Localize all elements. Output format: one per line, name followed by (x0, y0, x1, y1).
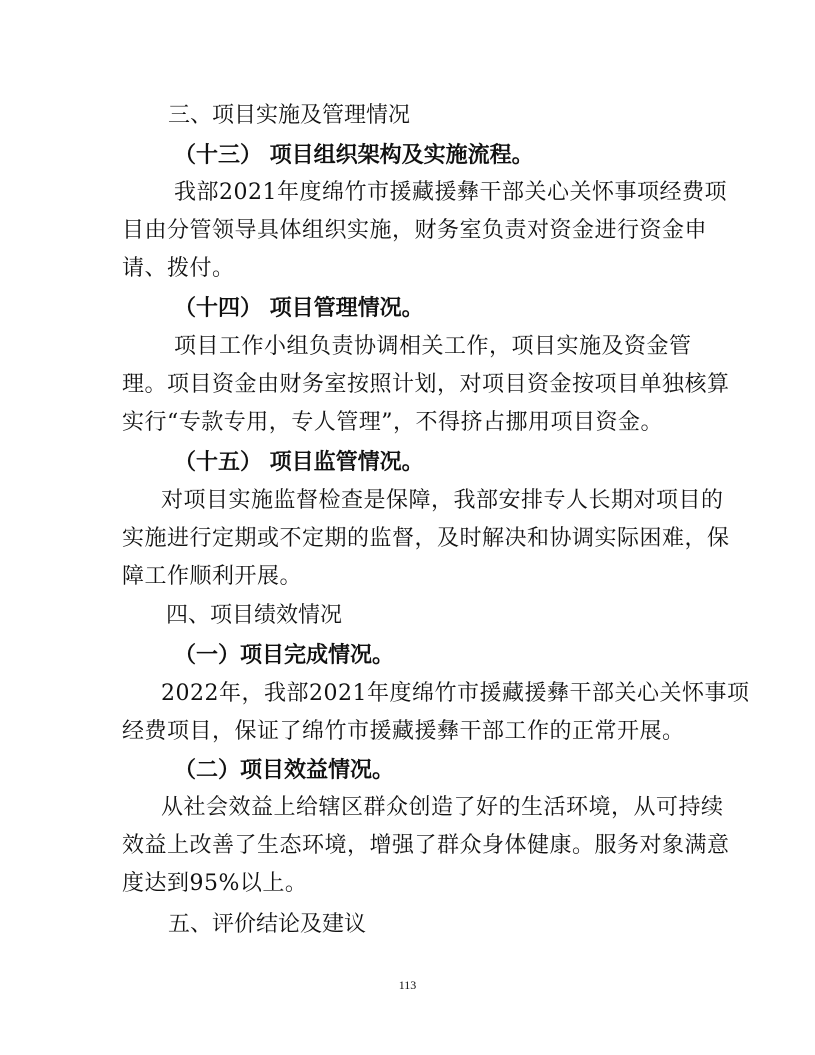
paragraph-line: 经费项目，保证了绵竹市援藏援彝干部工作的正常开展。 (122, 719, 685, 744)
paragraph-line: 我部2021年度绵竹市援藏援彝干部关心关怀事项经费项 (174, 180, 727, 205)
section-heading-5: 五、评价结论及建议 (168, 912, 367, 937)
subsection-title-1: （一）项目完成情况。 (174, 642, 395, 668)
paragraph-line: 理。项目资金由财务室按照计划，对项目资金按项目单独核算 (122, 372, 730, 397)
paragraph-line: 障工作顺利开展。 (122, 564, 303, 589)
paragraph-line: 效益上改善了生态环境，增强了群众身体健康。服务对象满意 (122, 833, 730, 858)
paragraph-line: 请、拨付。 (122, 256, 235, 281)
page-number: 113 (398, 978, 417, 992)
subsection-title-14: （十四） 项目管理情况。 (174, 295, 424, 321)
subsection-title-13: （十三） 项目组织架构及实施流程。 (174, 142, 534, 168)
paragraph-line: 项目工作小组负责协调相关工作，项目实施及资金管 (174, 334, 692, 359)
paragraph-line: 对项目实施监督检查是保障，我部安排专人长期对项目的 (161, 488, 724, 513)
paragraph-line: 2022年，我部2021年度绵竹市援藏援彝干部关心关怀事项 (161, 681, 750, 706)
paragraph-line: 度达到95%以上。 (122, 871, 308, 896)
paragraph-line: 目由分管领导具体组织实施，财务室负责对资金进行资金申 (122, 218, 708, 243)
paragraph-line: 实行“专款专用，专人管理”，不得挤占挪用项目资金。 (122, 410, 663, 435)
paragraph-line: 实施进行定期或不定期的监督，及时解决和协调实际困难，保 (122, 526, 730, 551)
subsection-title-2: （二）项目效益情况。 (174, 757, 395, 783)
section-heading-4: 四、项目绩效情况 (166, 603, 343, 628)
section-heading-3: 三、项目实施及管理情况 (168, 103, 411, 128)
subsection-title-15: （十五） 项目监管情况。 (174, 449, 424, 475)
paragraph-line: 从社会效益上给辖区群众创造了好的生活环境，从可持续 (161, 795, 724, 820)
